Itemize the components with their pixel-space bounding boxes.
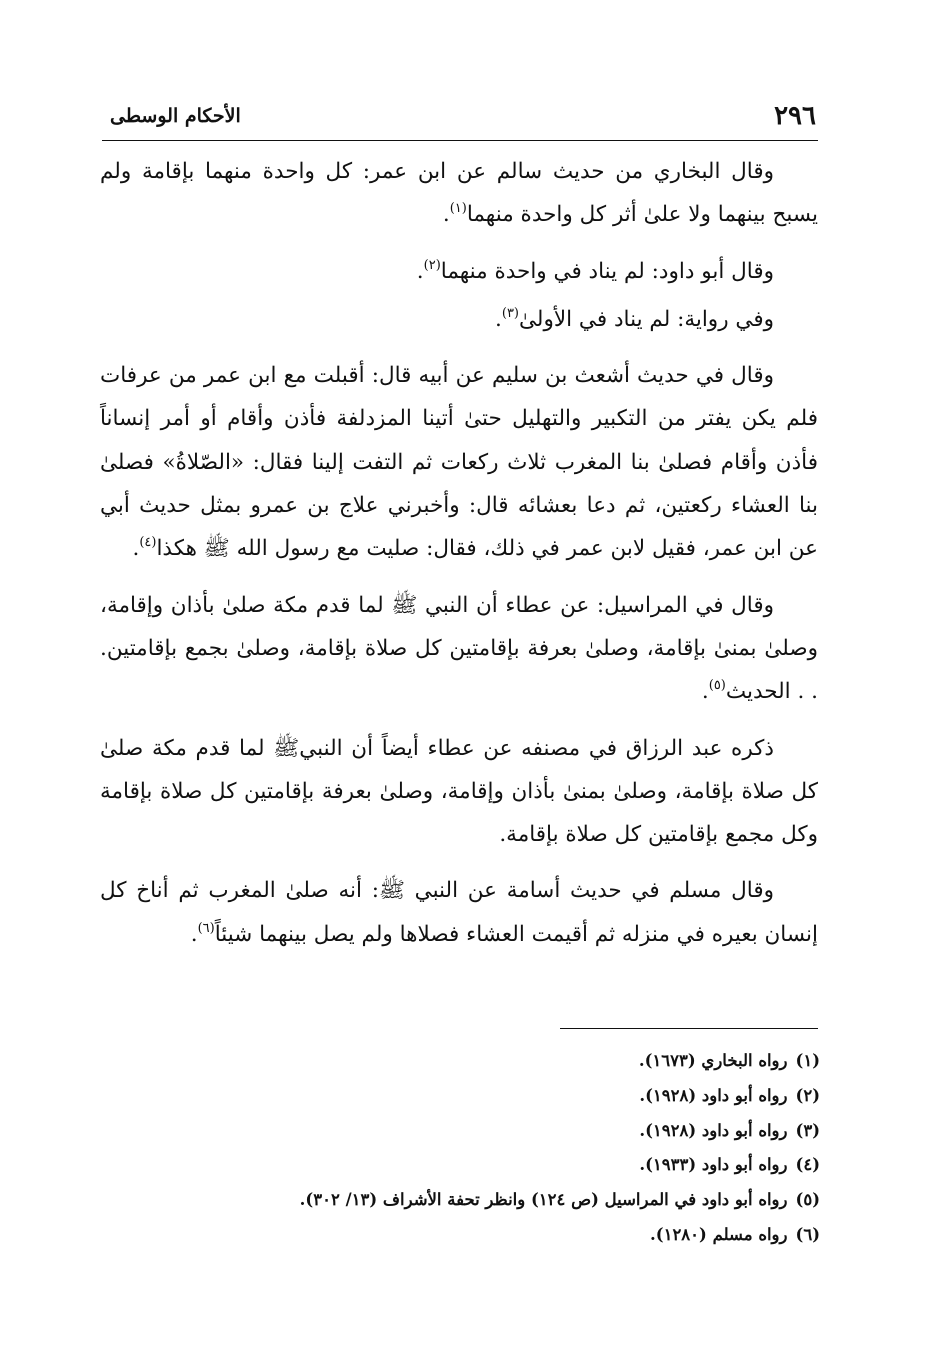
footnote-item xyxy=(160,1218,820,1253)
main-text xyxy=(100,150,818,969)
paragraph-end: . xyxy=(442,202,450,228)
paragraph-text: وقال مسلم في حديث أسامة عن النبي ﷺ: أنه صلىٰ المغرب ثم أناخ كل إنسان بعيره في منزله ثم أقيمت العشاء فصلاها ولم يصل بينهما شيئاً xyxy=(100,878,818,947)
footnotes-list xyxy=(160,1044,820,1253)
paragraph-text: وقال أبو داود: لم يناد في واحدة منهما xyxy=(440,258,774,284)
paragraph-end: . xyxy=(416,258,424,284)
footnote-marker: (٥) xyxy=(708,678,726,694)
footnote-number: (٤) xyxy=(795,1155,820,1175)
footnote-number: (٥) xyxy=(795,1190,820,1210)
footnote-item xyxy=(160,1044,820,1079)
footnote-marker: (٦) xyxy=(197,920,215,936)
footnote-marker: (٣) xyxy=(501,305,519,321)
footnotes-rule xyxy=(560,1028,818,1029)
paragraph-text: وفي رواية: لم يناد في الأولىٰ xyxy=(519,306,774,332)
footnote-marker: (٤) xyxy=(139,535,157,551)
footnote-marker: (٢) xyxy=(423,257,441,273)
paragraph-text: وقال في حديث أشعث بن سليم عن أبيه قال: أقبلت مع ابن عمر من عرفات فلم يكن يفتر من التكبير والتهليل حتىٰ أتينا المزدلفة فأذن وأقام أو أمر إنساناً فأذن وأقام فصلىٰ بنا المغرب ثلاث ركعات ثم التفت إلينا فقال: «الصّلاةُ» فصلىٰ بنا العشاء ركعتين، ثم دعا بعشائه قال: وأخبرني علاج بن عمرو بمثل حديث أبي عن ابن عمر، فقيل لابن عمر في ذلك، فقال: صليت مع رسول الله ﷺ هكذا xyxy=(100,363,818,562)
running-title: الأحكام الوسطى xyxy=(110,105,241,127)
footnote-number: (٣) xyxy=(795,1120,820,1140)
paragraph-muslim xyxy=(100,869,818,956)
footnote-text: رواه أبو داود في المراسيل (ص ١٢٤) وانظر تحفة الأشراف (١٣/ ٣٠٢). xyxy=(299,1190,788,1210)
footnote-text: رواه البخاري (١٦٧٣). xyxy=(638,1051,788,1070)
footnote-number: (٢) xyxy=(795,1085,820,1105)
footnote-item xyxy=(160,1148,820,1183)
paragraph-bukhari xyxy=(100,150,818,237)
footnote-text: رواه أبو داود (١٩٢٨). xyxy=(639,1120,788,1140)
paragraph-text: ذكره عبد الرزاق في مصنفه عن عطاء أيضاً أن النبيﷺ لما قدم مكة صلىٰ كل صلاة بإقامة، وصلىٰ بمنىٰ بأذان وإقامة، وصلىٰ بعرفة بإقامتين كل صلاة بإقامة وكل مجمع بإقامتين كل صلاة بإقامة. xyxy=(100,735,818,848)
footnote-text: رواه أبو داود (١٩٣٣). xyxy=(639,1155,788,1175)
footnote-text: رواه أبو داود (١٩٢٨). xyxy=(639,1085,788,1105)
page-number: ٢٩٦ xyxy=(774,101,816,131)
header-rule xyxy=(102,140,818,141)
paragraph-abd-al-razzaq xyxy=(100,727,818,857)
page-header xyxy=(110,96,816,136)
footnote-item xyxy=(160,1114,820,1149)
paragraph-end: . xyxy=(190,921,198,947)
paragraph-text: وقال البخاري من حديث سالم عن ابن عمر: كل واحدة منهما بإقامة ولم يسبح بينهما ولا علىٰ أثر كل واحدة منهما xyxy=(100,159,818,228)
paragraph-end: . xyxy=(132,536,140,562)
paragraph-marasil xyxy=(100,584,818,714)
paragraph-riwaya xyxy=(100,298,818,341)
footnote-marker: (١) xyxy=(449,201,467,217)
paragraph-end: . xyxy=(495,306,502,332)
footnote-item xyxy=(160,1183,820,1218)
footnote-item xyxy=(160,1079,820,1114)
footnote-text: رواه مسلم (١٢٨٠). xyxy=(650,1224,788,1244)
footnote-number: (٦) xyxy=(795,1224,820,1244)
paragraph-text: وقال في المراسيل: عن عطاء أن النبي ﷺ لما قدم مكة صلىٰ بأذان وإقامة، وصلىٰ بمنىٰ بإقامة، وصلىٰ بعرفة بإقامتين كل صلاة بإقامة، وصلىٰ بجمع بإقامتين. . . الحديث xyxy=(100,592,818,705)
paragraph-ashath xyxy=(100,354,818,570)
paragraph-end: . xyxy=(701,679,709,705)
paragraph-abu-dawud xyxy=(100,250,818,293)
footnote-number: (١) xyxy=(795,1051,820,1070)
